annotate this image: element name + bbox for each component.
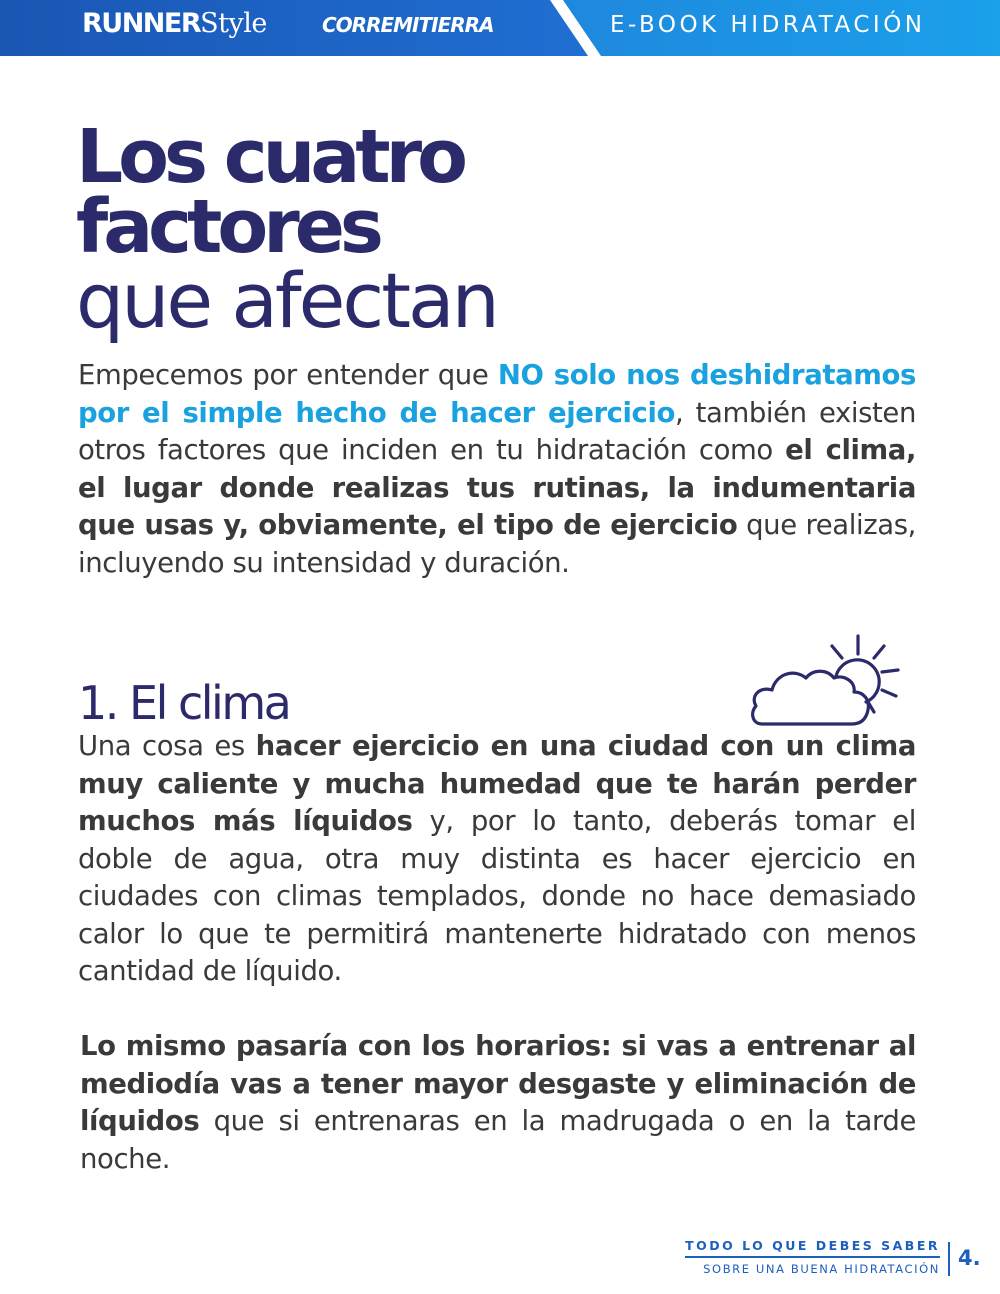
brand-name-bold: RUNNER [82,8,201,39]
section-title-clima: 1. El clima [78,676,290,730]
page-number: 4. [958,1246,981,1270]
intro-text-3: que realizas, incluyendo su intensidad y duración. [78,509,916,579]
ebook-label: E-BOOK HIDRATACIÓN [610,12,926,38]
intro-text-1: Empecemos por entender que [78,359,498,391]
footer-caption-bottom: SOBRE UNA BUENA HIDRATACIÓN [703,1262,940,1276]
footer-divider [948,1242,950,1276]
intro-text-2: , también existen otros factores que inciden en tu hidratación como [78,396,916,466]
footer-caption [685,1238,940,1276]
sun-cloud-icon [748,632,908,732]
clima-text-1: Una cosa es [78,730,256,762]
brand-name-light: Style [200,8,267,39]
title-line-1: Los cuatro [76,114,463,200]
partner-logo: CORREMITIERRA [322,13,494,37]
footer-caption-top: TODO LO QUE DEBES SABER [685,1238,940,1258]
title-line-3: que afectan [76,256,497,345]
horarios-paragraph [80,1028,916,1178]
intro-highlight: NO solo nos deshidratamos por el simple hecho de hacer ejercicio [78,359,916,429]
brand-logo [82,8,267,48]
intro-paragraph [78,357,916,582]
page-title [76,114,497,345]
horarios-bold: Lo mismo pasaría con los horarios: si vas a entrenar al mediodía vas a tener mayor desgaste y eliminación de líquidos [80,1030,916,1137]
header-bar [0,0,1000,56]
clima-text-2: y, por lo tanto, deberás tomar el doble de agua, otra muy distinta es hacer ejercicio en ciudades con climas templados, donde no hace demasiado calor lo que te permitirá mantenerte hidratado con menos cantidad de líquido. [78,805,916,987]
intro-bold: el clima, el lugar donde realizas tus rutinas, la indumentaria que usas y, obviamente, el tipo de ejercicio [78,434,916,541]
clima-paragraph [78,728,916,991]
horarios-text: que si entrenaras en la madrugada o en la tarde noche. [80,1105,916,1175]
clima-bold: hacer ejercicio en una ciudad con un clima muy caliente y mucha humedad que te harán perder muchos más líquidos [78,730,916,837]
title-line-2: factores [76,184,379,270]
